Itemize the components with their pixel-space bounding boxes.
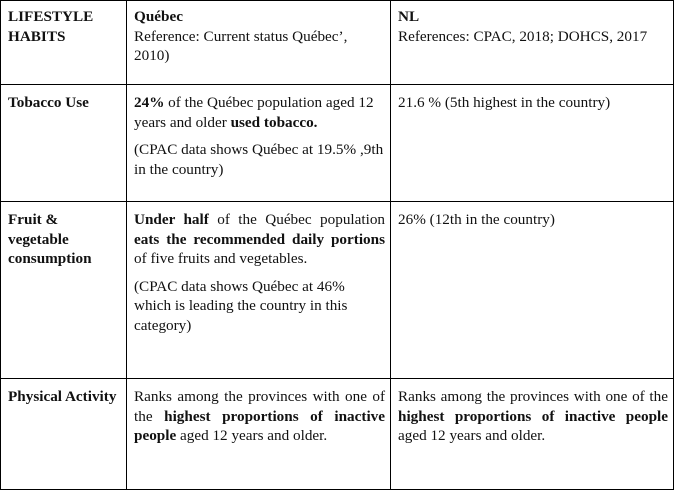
header-quebec-title: Québec — [134, 8, 183, 25]
nl-activity-statement — [398, 387, 668, 446]
bold-text: highest proportions of inactive people — [134, 407, 385, 444]
header-quebec-reference: Reference: Current status Québec’, 2010) — [134, 27, 348, 64]
quebec-activity-cell — [127, 379, 391, 490]
row-label-text: Tobacco Use — [8, 94, 89, 111]
quebec-fruit-statement — [134, 210, 385, 269]
bold-text: highest proportions of inactive people — [398, 407, 668, 425]
body-text: of five fruits and vegetables. — [134, 250, 308, 267]
nl-fruit-cell — [391, 202, 674, 379]
quebec-fruit-cell — [127, 202, 391, 379]
table-row — [1, 85, 674, 202]
table-header-row — [1, 1, 674, 85]
body-text: Ranks among the provinces with one of the — [398, 388, 668, 405]
nl-tobacco-value: 21.6 % (5th highest in the country) — [398, 94, 611, 111]
row-label-fruit-vegetable — [1, 202, 127, 379]
header-col1-label: LIFESTYLE HABITS — [8, 8, 94, 45]
row-label-tobacco-use — [1, 85, 127, 202]
header-nl-reference: References: CPAC, 2018; DOHCS, 2017 — [398, 27, 648, 45]
bold-text: used tobacco. — [230, 113, 318, 131]
bold-text: Under half — [134, 211, 209, 228]
body-text: Ranks among the provinces with one of the — [134, 388, 385, 425]
nl-activity-cell — [391, 379, 674, 490]
table-row — [1, 202, 674, 379]
quebec-tobacco-cpac-note: (CPAC data shows Québec at 19.5% ,9th in the country) — [134, 141, 384, 178]
body-text: of the Québec population — [208, 211, 386, 228]
nl-fruit-value: 26% (12th in the country) — [398, 211, 555, 228]
header-lifestyle-habits — [1, 1, 127, 85]
row-label-text: Fruit & vegetable consumption — [8, 211, 92, 267]
quebec-activity-statement — [134, 387, 385, 446]
table-row — [1, 379, 674, 490]
quebec-tobacco-cell — [127, 85, 391, 202]
body-text: of the Québec population aged 12 years and older — [134, 94, 374, 131]
header-quebec — [127, 1, 391, 85]
row-label-physical-activity — [1, 379, 127, 490]
quebec-tobacco-statement — [134, 93, 385, 132]
row-label-text: Physical Activity — [8, 388, 117, 405]
bold-text: eats the recommended daily portions — [134, 230, 385, 248]
bold-text: 24% — [134, 94, 165, 111]
header-nl-title: NL — [398, 8, 420, 25]
body-text: aged 12 years and older. — [398, 427, 546, 444]
nl-tobacco-cell — [391, 85, 674, 202]
quebec-fruit-cpac-note: (CPAC data shows Québec at 46% which is leading the country in this category) — [134, 277, 348, 334]
header-nl — [391, 1, 674, 85]
body-text: aged 12 years and older. — [176, 427, 328, 444]
